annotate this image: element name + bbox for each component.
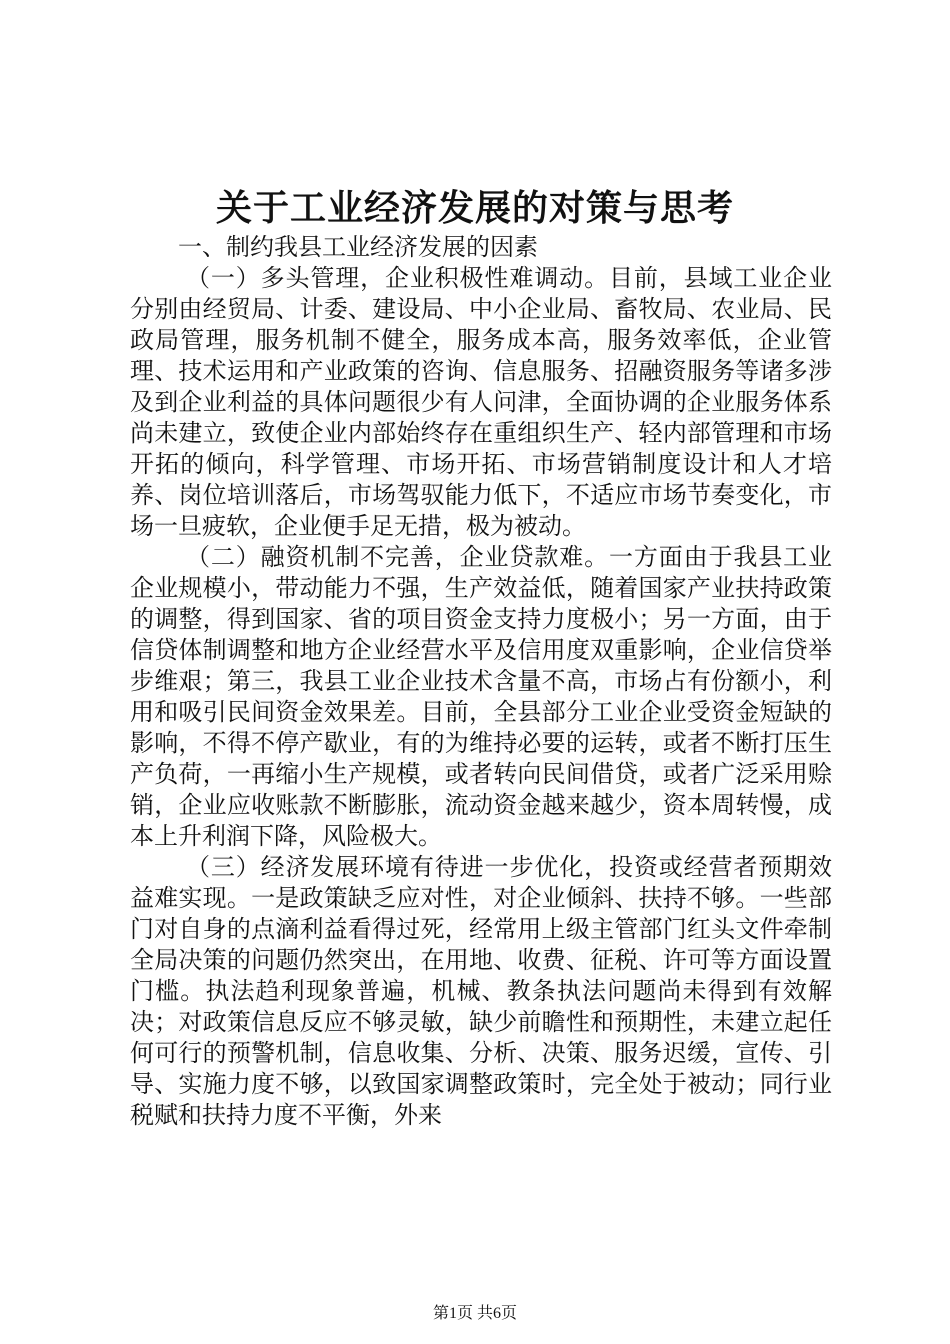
document-title: 关于工业经济发展的对策与思考 bbox=[215, 187, 734, 229]
page-indicator: 第1页 共6页 bbox=[432, 1305, 517, 1322]
document-body bbox=[130, 232, 832, 1131]
paragraph-3: （三）经济发展环境有待进一步优化，投资或经营者预期效益难实现。一是政策缺乏应对性，对企业倾斜、扶持不够。一些部门对自身的点滴利益看得过死，经常用上级主管部门红头文件牵制全局决策的问题仍然突出，在用地、收费、征税、许可等方面设置门槛。执法趋利现象普遍，机械、教条执法问题尚未得到有效解决；对政策信息反应不够灵敏，缺少前瞻性和预期性，未建立起任何可行的预警机制，信息收集、分析、决策、服务迟缓，宣传、引导、实施力度不够，以致国家调整政策时，完全处于被动；同行业税赋和扶持力度不平衡，外来 bbox=[130, 853, 832, 1129]
page-footer bbox=[0, 1302, 950, 1326]
section-heading: 一、制约我县工业经济发展的因素 bbox=[178, 233, 538, 261]
paragraph-1: （一）多头管理，企业积极性难调动。目前，县域工业企业分别由经贸局、计委、建设局、中小企业局、畜牧局、农业局、民政局管理，服务机制不健全，服务成本高，服务效率低，企业管理、技术运用和产业政策的咨询、信息服务、招融资服务等诸多涉及到企业利益的具体问题很少有人问津，全面协调的企业服务体系尚未建立，致使企业内部始终存在重组织生产、轻内部管理和市场开拓的倾向，科学管理、市场开拓、市场营销制度设计和人才培养、岗位培训落后，市场驾驭能力低下，不适应市场节奏变化，市场一旦疲软，企业便手足无措，极为被动。 bbox=[130, 264, 832, 540]
paragraph-2: （二）融资机制不完善，企业贷款难。一方面由于我县工业企业规模小，带动能力不强，生产效益低，随着国家产业扶持政策的调整，得到国家、省的项目资金支持力度极小；另一方面，由于信贷体制调整和地方企业经营水平及信用度双重影响，企业信贷举步维艰；第三，我县工业企业技术含量不高，市场占有份额小，利用和吸引民间资金效果差。目前，全县部分工业企业受资金短缺的影响，不得不停产歇业，有的为维持必要的运转，或者不断打压生产负荷，一再缩小生产规模，或者转向民间借贷，或者广泛采用赊销，企业应收账款不断膨胀，流动资金越来越少，资本周转慢，成本上升利润下降，风险极大。 bbox=[130, 543, 832, 850]
